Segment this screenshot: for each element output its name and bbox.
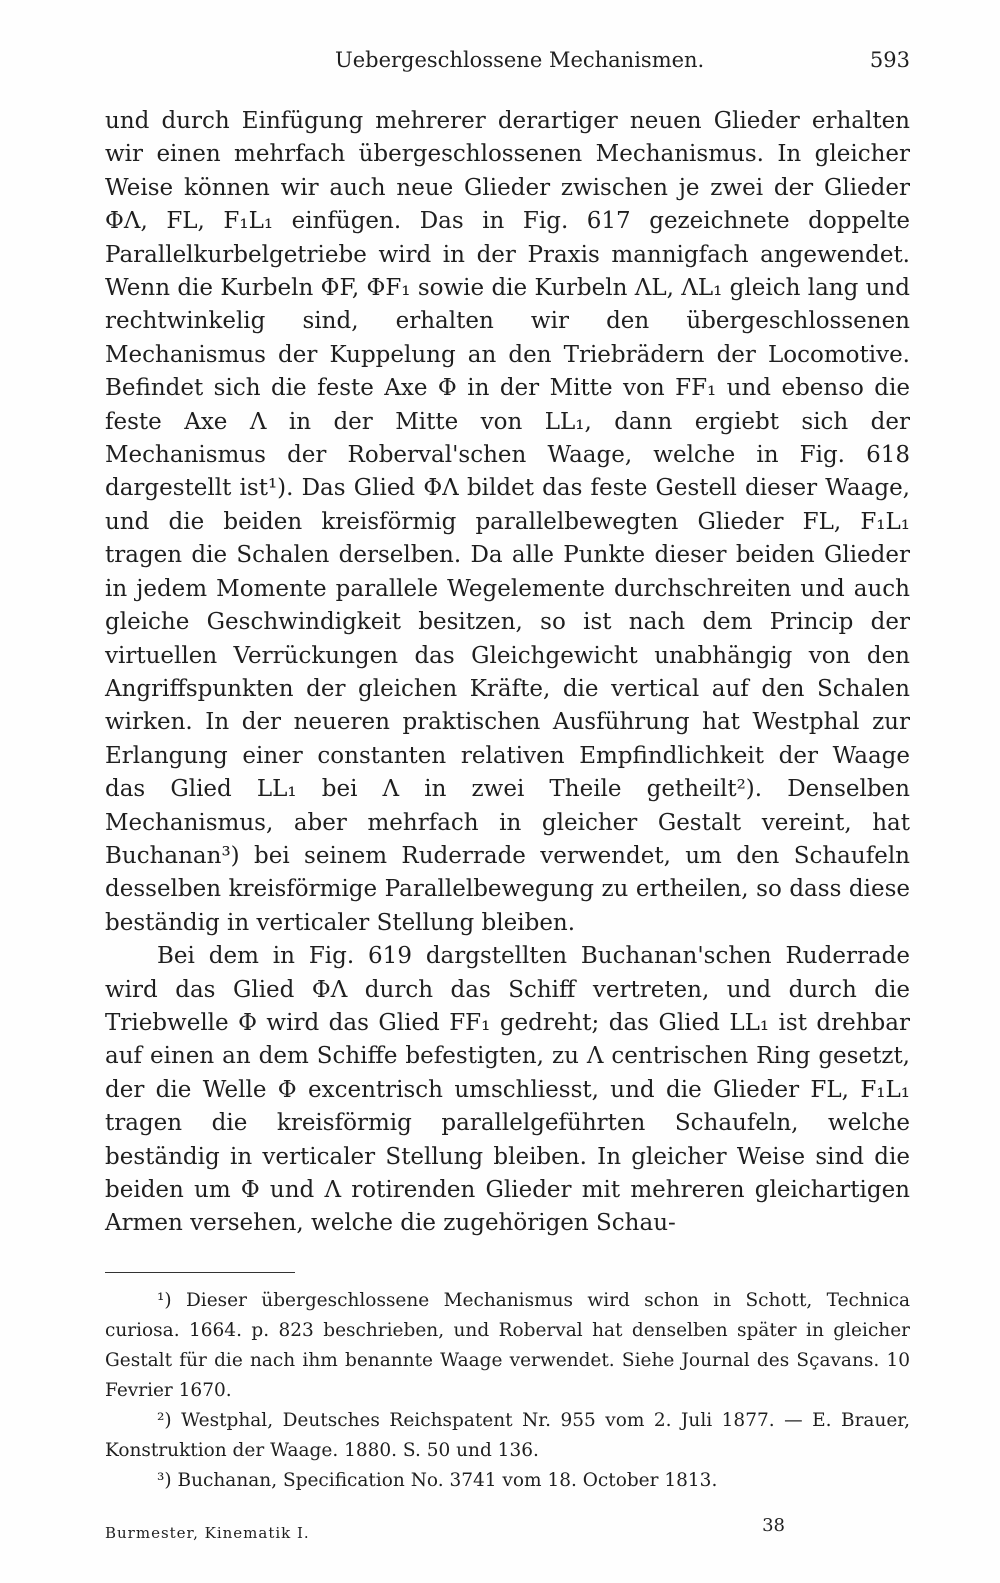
footnote-1: ¹) Dieser übergeschlossene Mechanismus wird schon in Schott, Technica curiosa. 1664. p. 823 beschrieben, und Roberval hat denselben später in gleicher Gestalt für die nach ihm benannte Waage verwendet. Siehe Journal des Sçavans. 10 Fevrier 1670. [105, 1290, 910, 1401]
paragraph-1: und durch Einfügung mehrerer derartiger neuen Glieder erhalten wir einen mehrfach übergeschlossenen Mechanismus. In gleicher Weise können wir auch neue Glieder zwischen je zwei der Glieder ΦΛ, FL, F₁L₁ einfügen. Das in Fig. 617 gezeichnete doppelte Parallelkurbelgetriebe wird in der Praxis mannigfach angewendet. Wenn die Kurbeln ΦF, ΦF₁ sowie die Kurbeln ΛL, ΛL₁ gleich lang und rechtwinkelig sind, erhalten wir den übergeschlossenen Mechanismus der Kuppelung an den Triebrädern der Locomotive. Befindet sich die feste Axe Φ in der Mitte von FF₁ und ebenso die feste Axe Λ in der Mitte von LL₁, dann ergiebt sich der Mechanismus der Roberval'schen Waage, welche in Fig. 618 dargestellt ist¹). Das Glied ΦΛ bildet das feste Gestell dieser Waage, und die beiden kreisförmig parallelbewegten Glieder FL, F₁L₁ tragen die Schalen derselben. Da alle Punkte dieser beiden Glieder in jedem Momente parallele Wegelemente durchschreiten und auch gleiche Geschwindigkeit besitzen, so ist nach dem Princip der virtuellen Verrückungen das Gleichgewicht unabhängig von den Angriffspunkten der gleichen Kräfte, die vertical auf den Schalen wirken. In der neueren praktischen Ausführung hat Westphal zur Erlangung einer constanten relativen Empfindlichkeit der Waage das Glied LL₁ bei Λ in zwei Theile getheilt²). Denselben Mechanismus, aber mehrfach in gleicher Gestalt vereint, hat Buchanan³) bei seinem Ruderrade verwendet, um den Schaufeln desselben kreisförmige Parallelbewegung zu ertheilen, so dass diese beständig in verticaler Stellung bleiben. [105, 108, 910, 936]
signature-line [105, 1515, 785, 1542]
page-header [105, 48, 910, 82]
footnotes [105, 1286, 910, 1496]
printer-signature: Burmester, Kinematik I. [105, 1524, 310, 1542]
paragraph-2: Bei dem in Fig. 619 dargstellten Buchanan'schen Ruderrade wird das Glied ΦΛ durch das Schiff vertreten, und durch die Triebwelle Φ wird das Glied FF₁ gedreht; das Glied LL₁ ist drehbar auf einen an dem Schiffe befestigten, zu Λ centrischen Ring gesetzt, der die Welle Φ excentrisch umschliesst, und die Glieder FL, F₁L₁ tragen die kreisförmig parallelgeführten Schaufeln, welche beständig in verticaler Stellung bleiben. In gleicher Weise sind die beiden um Φ und Λ rotirenden Glieder mit mehreren gleichartigen Armen versehen, welche die zugehörigen Schau- [105, 943, 910, 1237]
footnote-divider [105, 1272, 295, 1273]
main-text [105, 105, 910, 1241]
footnote-2: ²) Westphal, Deutsches Reichspatent Nr. 955 vom 2. Juli 1877. — E. Brauer, Konstruktion der Waage. 1880. S. 50 und 136. [105, 1410, 910, 1461]
signature-mark: 38 [762, 1515, 785, 1536]
footnote-3: ³) Buchanan, Specification No. 3741 vom 18. October 1813. [157, 1470, 718, 1491]
page-number: 593 [869, 48, 910, 72]
running-title: Uebergeschlossene Mechanismen. [335, 48, 705, 72]
